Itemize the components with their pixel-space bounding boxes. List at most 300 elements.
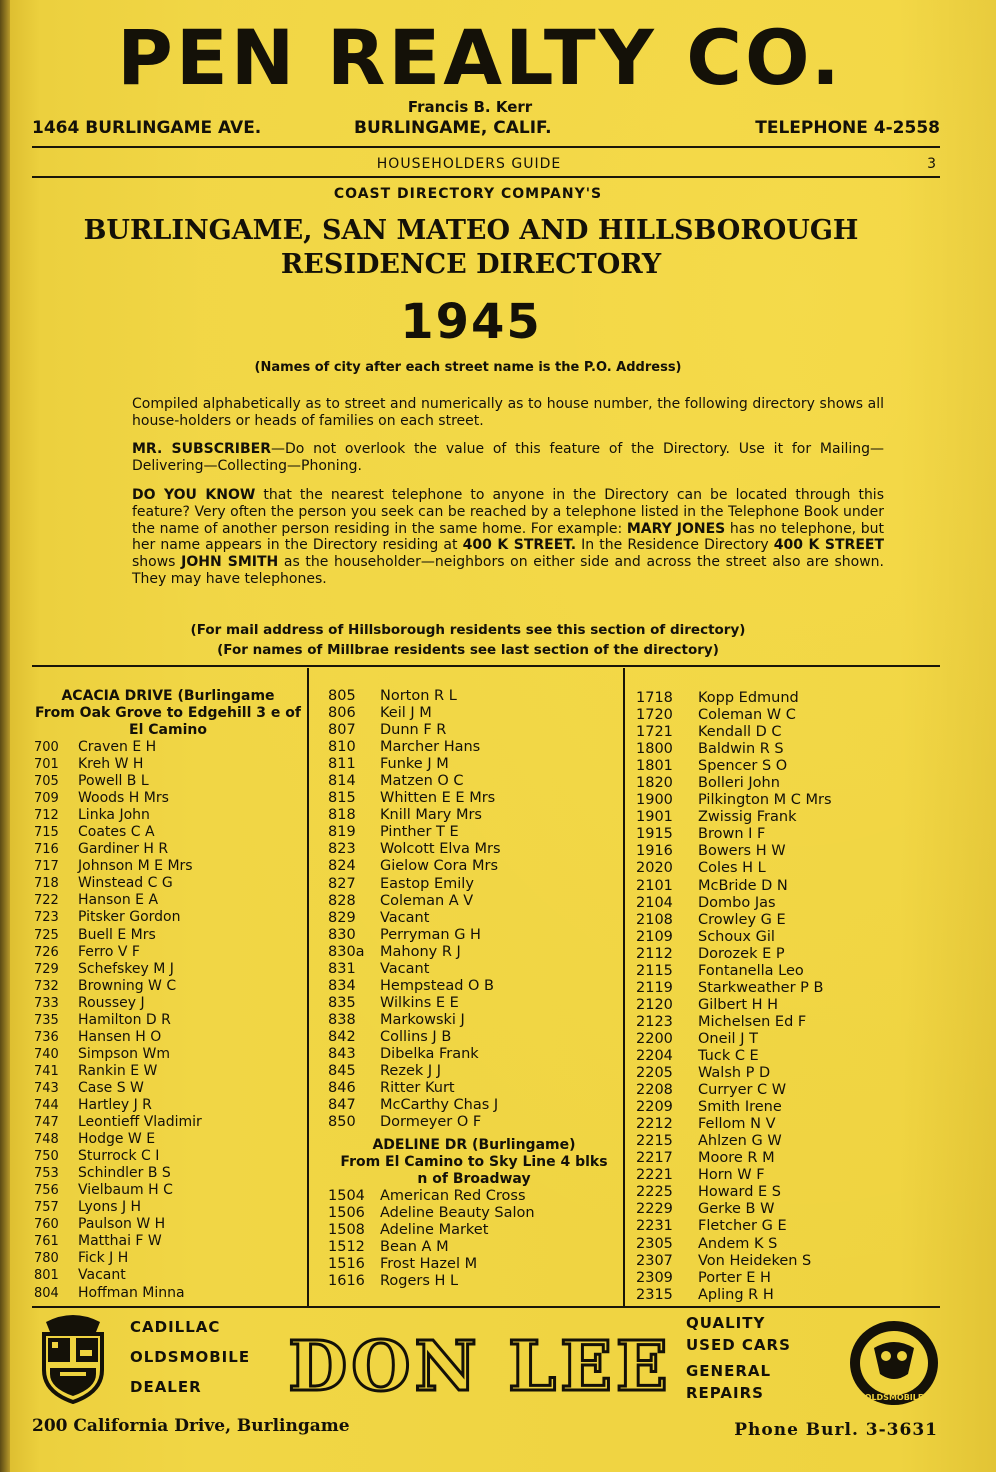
ad-quality: QUALITY (686, 1314, 766, 1332)
house-number: 1512 (328, 1239, 365, 1256)
householder-name: Markowski J (380, 1011, 465, 1028)
householder-name: Leontieff Vladimir (78, 1114, 202, 1131)
listing-top-rule (32, 665, 940, 667)
company-name: PEN REALTY CO. (117, 13, 843, 102)
para3-text3: In the Residence Directory (576, 537, 774, 554)
list-item (636, 1150, 936, 1167)
householder-name: Rogers H L (380, 1273, 459, 1290)
list-item (328, 824, 620, 841)
house-number: 2209 (636, 1099, 673, 1116)
house-number: 716 (34, 842, 59, 858)
house-number: 835 (328, 994, 356, 1011)
badge-label: OLDSMOBILE (864, 1393, 924, 1402)
house-number: 2108 (636, 911, 673, 928)
householder-name: Adeline Beauty Salon (380, 1205, 535, 1222)
list-item (636, 1014, 936, 1031)
list-item (328, 722, 620, 739)
house-number: 2315 (636, 1286, 673, 1303)
house-number: 2212 (636, 1116, 673, 1133)
list-item (636, 775, 936, 792)
list-item (328, 1114, 620, 1131)
list-item (328, 1097, 620, 1114)
house-number: 2309 (636, 1269, 673, 1286)
house-number: 726 (34, 944, 59, 960)
house-number: 1916 (636, 843, 673, 860)
list-item (328, 893, 620, 910)
house-number: 818 (328, 807, 356, 824)
house-number: 2205 (636, 1065, 673, 1082)
house-number: 842 (328, 1028, 356, 1045)
house-number: 2229 (636, 1201, 673, 1218)
dealer-lines (130, 1312, 250, 1402)
householder-name: Fellom N V (698, 1116, 776, 1133)
house-number: 2123 (636, 1013, 673, 1030)
householder-name: Coleman A V (380, 892, 474, 909)
householder-name: Vielbaum H C (78, 1182, 173, 1199)
householder-name: Walsh P D (698, 1065, 771, 1082)
ad-dealer: DEALER (130, 1378, 202, 1396)
ad-cadillac: CADILLAC (130, 1318, 221, 1336)
list-item (34, 1080, 302, 1097)
acacia-drive-heading (34, 688, 302, 739)
house-number: 843 (328, 1045, 356, 1062)
house-number: 830 (328, 926, 356, 943)
householder-name: Winstead C G (78, 875, 173, 892)
householder-name: Curryer C W (698, 1082, 787, 1099)
house-number: 780 (34, 1251, 59, 1267)
house-number: 1900 (636, 792, 673, 809)
list-item (636, 1133, 936, 1150)
house-number: 1616 (328, 1273, 365, 1290)
householder-name: Ritter Kurt (380, 1080, 455, 1097)
householder-name: Roussey J (78, 994, 145, 1011)
householder-name: Pilkington M C Mrs (698, 792, 832, 809)
house-number: 1718 (636, 690, 673, 706)
house-number: 810 (328, 739, 356, 756)
list-item (636, 878, 936, 895)
householder-name: Ferro V F (78, 943, 140, 960)
householder-name: Starkweather P B (698, 979, 824, 996)
list-item (328, 705, 620, 722)
millbrae-note: (For names of Millbrae residents see last section of the directory) (217, 642, 719, 658)
house-number: 811 (328, 756, 356, 773)
householder-name: Pitsker Gordon (78, 909, 181, 926)
house-number: 2231 (636, 1218, 673, 1235)
list-item (328, 858, 620, 875)
header-telephone: TELEPHONE 4-2558 (755, 118, 940, 138)
list-item (328, 1239, 620, 1256)
householder-name: McCarthy Chas J (380, 1097, 499, 1114)
list-item (34, 927, 302, 944)
householder-name: Fletcher G E (698, 1218, 787, 1235)
adeline-drive-heading (328, 1137, 620, 1188)
list-item (636, 1065, 936, 1082)
house-number: 1800 (636, 741, 673, 758)
householder-name: Norton R L (380, 688, 457, 704)
house-number: 831 (328, 960, 356, 977)
house-number: 1720 (636, 707, 673, 724)
list-item (328, 807, 620, 824)
house-number: 712 (34, 808, 59, 824)
householder-name: Porter E H (698, 1269, 771, 1286)
list-item (636, 1236, 936, 1253)
householder-name: Buell E Mrs (78, 926, 156, 943)
house-number: 1508 (328, 1222, 365, 1239)
house-number: 2119 (636, 979, 673, 996)
householder-name: Tuck C E (698, 1047, 759, 1064)
directory-title (0, 214, 942, 282)
house-number: 740 (34, 1046, 59, 1062)
list-item (636, 1031, 936, 1048)
householder-name: Baldwin R S (698, 741, 784, 758)
householder-name: Dibelka Frank (380, 1045, 479, 1062)
householder-name: Hodge W E (78, 1131, 156, 1148)
house-number: 823 (328, 841, 356, 858)
householder-name: Marcher Hans (380, 739, 481, 756)
list-item (34, 1029, 302, 1046)
list-item (636, 690, 936, 707)
householder-name: Vacant (380, 960, 430, 977)
oldsmobile-badge-icon (846, 1318, 942, 1408)
house-number: 838 (328, 1011, 356, 1028)
para3-bold5: JOHN SMITH (181, 554, 279, 571)
house-number: 830a (328, 943, 365, 960)
householder-name: Kopp Edmund (698, 690, 799, 706)
house-number: 735 (34, 1012, 59, 1028)
column-divider-1 (307, 668, 309, 1306)
list-item (328, 756, 620, 773)
householder-name: Bowers H W (698, 843, 786, 860)
house-number: 717 (34, 859, 59, 875)
householder-name: McBride D N (698, 877, 788, 894)
householder-name: Dunn F R (380, 722, 447, 739)
house-number: 705 (34, 774, 59, 790)
householder-name: Sturrock C I (78, 1148, 160, 1165)
adeline-drive-list-continued (636, 690, 936, 1304)
list-item (328, 1256, 620, 1273)
list-item (636, 1099, 936, 1116)
householder-name: Howard E S (698, 1184, 782, 1201)
para3-bold4: 400 K STREET (773, 537, 884, 554)
para3-text1: that the nearest telephone to anyone in the Directory can be located through this feature? Very often the person you seek can be reached by a telephone listed in the Telephone Book under the name of another person residing in the same home. For example: (132, 487, 884, 537)
house-number: 741 (34, 1063, 59, 1079)
householder-name: Ahlzen G W (698, 1133, 782, 1150)
list-item (34, 892, 302, 909)
house-number: 722 (34, 893, 59, 909)
house-number: 828 (328, 892, 356, 909)
list-item (34, 756, 302, 773)
house-number: 846 (328, 1080, 356, 1097)
householder-name: Linka John (78, 807, 150, 824)
householder-name: Perryman G H (380, 926, 481, 943)
list-item (636, 1116, 936, 1133)
house-number: 829 (328, 909, 356, 926)
header-rule (32, 146, 940, 148)
householder-name: Whitten E E Mrs (380, 790, 496, 807)
house-number: 725 (34, 927, 59, 943)
householder-name: Gardiner H R (78, 841, 169, 858)
po-address-note: (Names of city after each street name is the P.O. Address) (254, 360, 682, 375)
house-number: 2200 (636, 1030, 673, 1047)
house-number: 2112 (636, 945, 673, 962)
house-number: 845 (328, 1063, 356, 1080)
acacia-heading-line1: ACACIA DRIVE (Burlingame (61, 688, 275, 704)
list-item (636, 1082, 936, 1099)
list-item (34, 961, 302, 978)
house-number: 1901 (636, 809, 673, 826)
house-number: 718 (34, 876, 59, 892)
householder-name: Dombo Jas (698, 894, 776, 911)
householder-name: American Red Cross (380, 1188, 526, 1205)
house-number: 2217 (636, 1150, 673, 1167)
subscriber-label: MR. SUBSCRIBER (132, 441, 272, 457)
house-number: 847 (328, 1097, 356, 1114)
list-item (636, 1184, 936, 1201)
list-item (636, 997, 936, 1014)
list-item (34, 1233, 302, 1250)
house-number: 747 (34, 1115, 59, 1131)
do-you-know-label: DO YOU KNOW (132, 487, 256, 503)
householder-name: Case S W (78, 1079, 144, 1096)
listing-column-2 (328, 688, 620, 1291)
house-number: 850 (328, 1114, 356, 1131)
house-number: 733 (34, 995, 59, 1011)
list-item (636, 758, 936, 775)
list-item (636, 826, 936, 843)
page-number: 3 (927, 156, 936, 172)
adeline-heading-line3: n of Broadway (417, 1171, 531, 1188)
list-item (34, 978, 302, 995)
listing-column-3 (636, 690, 936, 1304)
householder-name: Vacant (78, 1267, 126, 1284)
list-item (328, 1205, 620, 1222)
householder-name: Gerke B W (698, 1201, 775, 1218)
don-lee-logo (284, 1314, 676, 1410)
house-number: 2225 (636, 1184, 673, 1201)
householder-name: Craven E H (78, 739, 157, 755)
householder-name: Adeline Market (380, 1222, 489, 1239)
house-number: 729 (34, 961, 59, 977)
house-number: 804 (34, 1285, 59, 1301)
house-number: 757 (34, 1200, 59, 1216)
list-item (328, 773, 620, 790)
householder-name: Brown I F (698, 826, 766, 843)
householder-name: Crowley G E (698, 911, 786, 928)
list-item (328, 790, 620, 807)
householder-name: Andem K S (698, 1235, 778, 1252)
list-item (328, 961, 620, 978)
house-number: 805 (328, 688, 356, 704)
householder-name: Johnson M E Mrs (78, 858, 193, 875)
list-item (328, 927, 620, 944)
para3-bold2: MARY JONES (626, 520, 726, 537)
householder-name: Horn W F (698, 1167, 765, 1184)
house-number: 2120 (636, 996, 673, 1013)
list-item (636, 724, 936, 741)
hillsborough-note: (For mail address of Hillsborough residents see this section of directory) (190, 622, 746, 638)
list-item (328, 1012, 620, 1029)
list-item (34, 739, 302, 756)
list-item (636, 843, 936, 860)
householder-name: Browning W C (78, 977, 177, 994)
list-item (34, 995, 302, 1012)
adeline-drive-list (328, 1188, 620, 1290)
householder-name: Moore R M (698, 1150, 775, 1167)
householder-name: Hartley J R (78, 1096, 152, 1113)
house-number: 2109 (636, 928, 673, 945)
header-address: 1464 BURLINGAME AVE. (32, 118, 262, 138)
list-item (636, 1048, 936, 1065)
householder-name: Paulson W H (78, 1216, 166, 1233)
guide-label: HOUSEHOLDERS GUIDE (376, 156, 562, 172)
householder-name: Spencer S O (698, 758, 788, 775)
list-item (34, 875, 302, 892)
list-item (636, 1270, 936, 1287)
list-item (34, 1063, 302, 1080)
header-contact-row (32, 118, 940, 142)
list-item (34, 909, 302, 926)
householder-name: Michelsen Ed F (698, 1013, 807, 1030)
householder-name: Keil J M (380, 705, 432, 722)
list-item (636, 895, 936, 912)
house-number: 761 (34, 1234, 59, 1250)
don-lee-logo-graphic (284, 1314, 676, 1410)
ad-general: GENERAL (686, 1362, 772, 1380)
list-item (636, 912, 936, 929)
para3-text4: shows (132, 554, 182, 571)
list-item (636, 741, 936, 758)
list-item (34, 944, 302, 961)
list-item (34, 1148, 302, 1165)
house-number: 1801 (636, 758, 673, 775)
list-item (34, 1250, 302, 1267)
list-item (636, 1167, 936, 1184)
house-number: 732 (34, 978, 59, 994)
list-item (328, 1063, 620, 1080)
ad-repairs: REPAIRS (686, 1384, 764, 1402)
list-item (34, 790, 302, 807)
householder-name: Rankin E W (78, 1062, 158, 1079)
list-item (636, 946, 936, 963)
house-number: 827 (328, 875, 356, 892)
list-item (328, 1080, 620, 1097)
ad-oldsmobile: OLDSMOBILE (130, 1348, 251, 1366)
list-item (34, 858, 302, 875)
list-item (34, 841, 302, 858)
householder-name: Matzen O C (380, 773, 464, 790)
list-item (34, 1267, 302, 1284)
house-number: 1506 (328, 1205, 365, 1222)
householder-name: Hansen H O (78, 1028, 162, 1045)
directory-title-line2: RESIDENCE DIRECTORY (280, 249, 662, 280)
house-number: 2101 (636, 877, 673, 894)
house-number: 834 (328, 977, 356, 994)
house-number: 1721 (636, 724, 673, 741)
list-item (34, 1165, 302, 1182)
list-item (34, 807, 302, 824)
list-item (328, 876, 620, 893)
list-item (328, 910, 620, 927)
house-number: 700 (34, 740, 59, 755)
list-item (328, 1029, 620, 1046)
list-item (34, 1182, 302, 1199)
house-number: 743 (34, 1080, 59, 1096)
publisher-name: COAST DIRECTORY COMPANY'S (333, 186, 603, 202)
house-number: 748 (34, 1132, 59, 1148)
householder-name: Von Heideken S (698, 1252, 812, 1269)
householder-name: Coles H L (698, 860, 766, 877)
householder-name: Knill Mary Mrs (380, 807, 482, 824)
ad-used-cars: USED CARS (686, 1336, 791, 1354)
house-number: 1915 (636, 826, 673, 843)
house-number: 736 (34, 1029, 59, 1045)
list-item (328, 688, 620, 705)
householder-name: Hanson E A (78, 892, 159, 909)
householder-name: Gielow Cora Mrs (380, 858, 499, 875)
house-number: 750 (34, 1149, 59, 1165)
house-number: 1504 (328, 1188, 365, 1205)
house-number: 1820 (636, 775, 673, 792)
list-item (328, 1188, 620, 1205)
house-number: 756 (34, 1183, 59, 1199)
list-item (34, 1012, 302, 1029)
do-you-know-paragraph (96, 487, 884, 588)
house-number: 2221 (636, 1167, 673, 1184)
householder-name: Hamilton D R (78, 1011, 171, 1028)
householder-name: Lyons J H (78, 1199, 142, 1216)
service-lines (686, 1312, 791, 1404)
list-item (636, 792, 936, 809)
listing-bottom-rule (32, 1306, 940, 1308)
subscriber-text: —Do not overlook the value of this feature of the Directory. Use it for Mailing—Delivering—Collecting—Phoning. (132, 441, 885, 474)
house-number: 807 (328, 722, 356, 739)
acacia-heading-line2: From Oak Grove to Edgehill 3 e of (35, 705, 301, 721)
owner-name: Francis B. Kerr (407, 98, 533, 116)
column-divider-2 (623, 668, 625, 1306)
don-lee-logo-text: DON LEE (288, 1327, 672, 1407)
house-number: 753 (34, 1166, 59, 1182)
householder-name: Gilbert H H (698, 996, 779, 1013)
householder-name: Coates C A (78, 824, 155, 841)
dealer-phone: Phone Burl. 3-3631 (734, 1420, 938, 1440)
guide-row (32, 156, 940, 176)
list-item (328, 841, 620, 858)
adeline-heading-line2: From El Camino to Sky Line 4 blks (340, 1154, 608, 1171)
house-number: 2204 (636, 1047, 673, 1064)
householder-name: Dorozek E P (698, 945, 785, 962)
list-item (636, 1287, 936, 1304)
list-item (636, 707, 936, 724)
house-number: 815 (328, 790, 356, 807)
householder-name: Rezek J J (380, 1063, 442, 1080)
house-number: 744 (34, 1097, 59, 1113)
householder-name: Dormeyer O F (380, 1114, 482, 1131)
householder-name: Fick J H (78, 1250, 129, 1267)
list-item (34, 1046, 302, 1063)
list-item (328, 739, 620, 756)
acacia-drive-list-continued (328, 688, 620, 1131)
householder-name: Hoffman Minna (78, 1284, 185, 1301)
householder-name: Mahony R J (380, 943, 461, 960)
householder-name: Frost Hazel M (380, 1256, 478, 1273)
house-number: 814 (328, 773, 356, 790)
dealer-address: 200 California Drive, Burlingame (32, 1416, 350, 1436)
householder-name: Wolcott Elva Mrs (380, 841, 501, 858)
householder-name: Bolleri John (698, 775, 780, 792)
para3-text5: as the householder—neighbors on either side and across the street also are shown. They may have telephones. (132, 554, 884, 587)
house-number: 2115 (636, 962, 673, 979)
list-item (636, 980, 936, 997)
